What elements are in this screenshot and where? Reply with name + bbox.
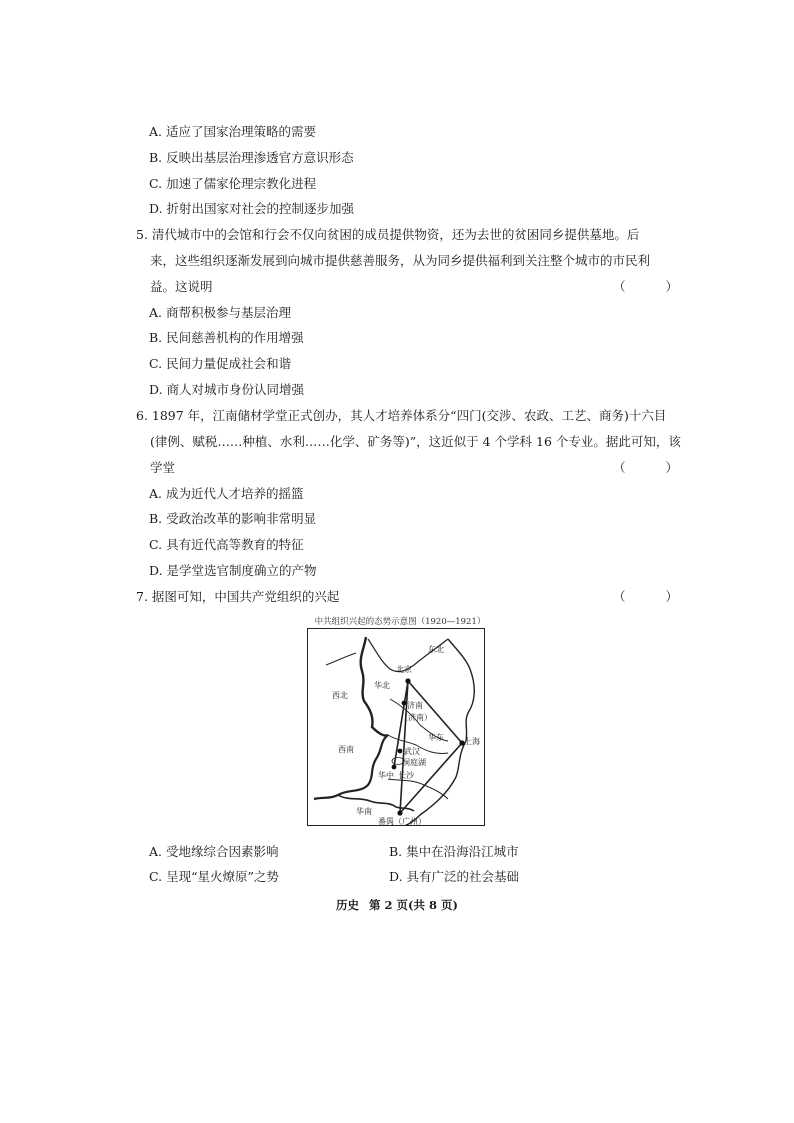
map-label-dongbei: 东北	[428, 645, 444, 654]
q5-option-c: C. 民间力量促成社会和谐	[149, 356, 292, 371]
q5-answer-paren: （ ）	[613, 279, 696, 294]
map-label-huazhong: 华中	[378, 771, 394, 780]
map-label-shanghai: 上海	[464, 737, 480, 746]
page-footer	[0, 897, 794, 913]
q7-option-d: D. 具有广泛的社会基础	[389, 869, 520, 884]
map-label-changsha: 长沙	[398, 771, 414, 780]
footer-page-number: 第 2 页(共 8 页)	[369, 898, 458, 912]
q4-option-a: A. 适应了国家治理策略的需要	[149, 124, 316, 139]
q7-stem: 7. 据图可知，中国共产党组织的兴起	[136, 589, 340, 604]
q7-option-a: A. 受地缘综合因素影响	[149, 844, 279, 859]
q6-option-c: C. 具有近代高等教育的特征	[149, 537, 304, 552]
q6-stem-line-1: 6. 1897 年，江南储材学堂正式创办，其人才培养体系分“四门(交涉、农政、工艺、商务)十六目	[136, 408, 667, 423]
q4-option-d: D. 折射出国家对社会的控制逐步加强	[149, 201, 355, 216]
map-label-huadong: 华东	[428, 733, 444, 742]
footer-subject: 历史	[336, 898, 360, 912]
party-spread-map	[307, 628, 485, 826]
map-label-guangzhou: 番禺（广州）	[378, 817, 426, 826]
q4-option-c: C. 加速了儒家伦理宗教化进程	[149, 176, 317, 191]
changsha-dot	[392, 765, 397, 770]
guangzhou-dot	[397, 810, 402, 815]
map-label-jinan: 济南	[407, 701, 423, 710]
map-label-huabei: 华北	[374, 681, 390, 690]
q5-stem-line-1: 5. 清代城市中的会馆和行会不仅向贫困的成员提供物资，还为去世的贫困同乡提供墓地。后	[136, 227, 640, 242]
q7-option-c: C. 呈现“星火燎原”之势	[149, 869, 279, 884]
map-border-north	[326, 653, 356, 665]
q5-option-a: A. 商帮积极参与基层治理	[149, 305, 291, 320]
map-border-south	[338, 795, 414, 811]
map-drawing	[308, 629, 485, 826]
map-title: 中共组织兴起的态势示意图（1920—1921）	[314, 617, 486, 627]
map-border-huazhong-huanan	[388, 779, 448, 799]
map-label-beijing: 北京	[396, 665, 412, 674]
map-label-dongting: 洞庭湖	[402, 758, 426, 767]
q6-option-b: B. 受政治改革的影响非常明显	[149, 511, 317, 526]
map-label-xinan: 西南	[338, 745, 354, 754]
q5-stem-line-2: 来，这些组织逐渐发展到向城市提供慈善服务，从为同乡提供福利到关注整个城市的市民利	[150, 253, 651, 268]
map-label-huanan: 华南	[356, 807, 372, 816]
q6-stem-line-2: (律例、赋税……种植、水利……化学、矿务等)”，这近似于 4 个学科 16 个专业。据此可知，该	[150, 434, 681, 449]
q4-option-b: B. 反映出基层治理渗透官方意识形态	[149, 150, 354, 165]
q6-option-a: A. 成为近代人才培养的摇篮	[149, 486, 304, 501]
map-label-jinan-alt: （济南）	[400, 713, 432, 722]
beijing-dot	[405, 678, 410, 683]
q6-stem-line-3: 学堂	[150, 460, 176, 475]
q6-answer-paren: （ ）	[613, 460, 696, 475]
map-label-xibei: 西北	[332, 691, 348, 700]
wuhan-dot	[398, 749, 403, 754]
jinan-dot	[402, 701, 407, 706]
map-label-wuhan: 武汉	[404, 747, 420, 756]
q5-option-d: D. 商人对城市身份认同增强	[149, 382, 305, 397]
q7-option-b: B. 集中在沿海沿江城市	[389, 844, 519, 859]
q5-stem-line-3: 益。这说明	[150, 279, 213, 294]
q7-answer-paren: （ ）	[613, 589, 696, 604]
q5-option-b: B. 民间慈善机构的作用增强	[149, 330, 304, 345]
q6-option-d: D. 是学堂选官制度确立的产物	[149, 563, 317, 578]
